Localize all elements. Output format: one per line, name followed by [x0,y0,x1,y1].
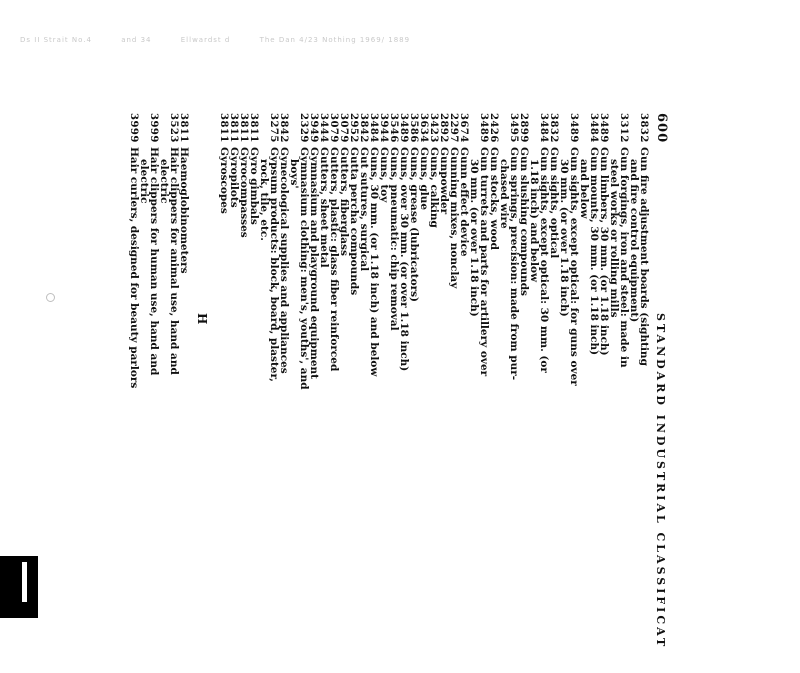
entry-text: Gun forgings, iron and steel: made in [618,147,630,368]
entry-text: and below [578,159,590,219]
scan-header-text: and 34 [121,36,152,44]
sic-code: 3674 [458,113,469,143]
entry-text: Gyropilots [228,147,240,208]
entry-text: Gun sights, except optical: for guns over [568,147,580,386]
sic-code: 2892 [438,113,449,143]
entry-text: Guns, over 30 mm. (or over 1.18 inch) [398,147,410,372]
sic-code: 3949 [308,113,319,143]
scan-edge-gap [22,562,27,602]
sic-code: 3944 [378,113,389,143]
page-number: 600 [654,113,669,144]
entry-text: Gun stocks, wood [488,147,500,250]
entry-text: Gutters, fiberglass [338,147,350,256]
sic-code: 3484 [368,113,379,143]
entry-text: Hair curlers, designed for beauty parlors [128,147,140,389]
entry-text: Gun mounts, 30 mm. (or 1.18 inch) [588,147,600,356]
scan-header [20,36,540,48]
sic-code: 3495 [508,113,519,143]
entry-text: Gutters, plastic: glass fiber reinforced [328,147,340,372]
sic-code: 3999 [148,113,159,143]
entry-text: Gynecological supplies and appliances [278,147,290,374]
entry-text: Gun sights, optical [548,147,560,259]
sic-code: 2899 [518,113,529,143]
entry-text: Guns, pneumatic: chip removal [388,147,400,331]
punch-hole-mark [46,293,55,302]
sic-code: 3523 [168,113,179,143]
sic-code: 3842 [358,113,369,143]
sic-code: 2297 [448,113,459,143]
running-title: STANDARD INDUSTRIAL CLASSIFICAT [654,313,667,650]
sic-code: 3811 [228,113,239,143]
entry-text: electric [158,159,170,204]
entry-text: Gun fire adjustment boards (sighting [638,147,650,366]
entry-text: steel works or rolling mills [608,159,620,318]
entry-text: Gunning mixes, nonclay [448,147,460,289]
sic-code: 3489 [598,113,609,143]
entry-text: chased wire [498,159,510,229]
entry-text: and fire control equipment) [628,159,640,323]
entry-text: Gut sutures, surgical [358,147,370,272]
entry-text: Guns, grease (lubricators) [408,147,420,302]
entry-text: boys' [288,159,300,189]
entry-text: Guns, toy [378,147,390,203]
sic-code: 3484 [588,113,599,143]
entry-text: Gyro gimbals [248,147,260,225]
scan-header-text: The Dan 4/23 Nothing 1969/ 1889 [259,36,411,44]
sic-code: 3079 [328,113,339,143]
sic-code: 3444 [318,113,329,143]
sic-code: 3811 [238,113,249,143]
entry-text: Guns, 30 mm. (or 1.18 inch) and below [368,147,380,377]
entry-text: Gun slushing compounds [518,147,530,296]
entry-text: Gymnasium clothing: men's, youths', and [298,147,310,390]
sic-code: 3842 [278,113,289,143]
sic-code: 3489 [398,113,409,143]
left-index-entry [128,113,139,453]
entry-text: Gun limbers, 30 mm. (or 1.18 inch) [598,147,610,356]
entry-text: Haemoglobinometers [178,147,190,274]
left-index-entry [218,113,229,453]
sic-code: 2329 [298,113,309,143]
scan-header-text: Ellwardst d [180,36,231,44]
sic-code: 3811 [178,113,189,143]
sic-code: 3811 [248,113,259,143]
entry-text: Gyrocompasses [238,147,250,238]
entry-text: rock, tile, etc. [258,159,270,241]
entry-text: Hair clippers for animal use, hand and [168,147,180,375]
entry-text: Gunpowder [438,147,450,215]
entry-text: Guns, calking [428,147,440,228]
sic-code: 3079 [338,113,349,143]
entry-text: 30 mm. (or over 1.18 inch) [558,159,570,317]
sic-code: 3999 [128,113,139,143]
entry-text: Gunn effect device [458,147,470,257]
entry-text: Gyroscopes [218,147,230,214]
document-page [127,113,669,673]
entry-text: Gymnasium and playground equipment [308,147,320,379]
section-letter: H [195,313,209,325]
entry-text: Gutters, sheet metal [318,147,330,268]
sic-code: 3546 [388,113,399,143]
entry-text: Gutta percha compounds [348,147,360,296]
sic-code: 3811 [218,113,229,143]
sic-code: 3832 [548,113,559,143]
sic-code: 3275 [268,113,279,143]
entry-text: 1.18 inch) and below [528,159,540,282]
entry-text: 30 mm. (or over 1.18 inch) [468,159,480,317]
sic-code: 3312 [618,113,629,143]
entry-text: Gun turrets and parts for artillery over [478,147,490,377]
entry-text: Guns, glue [418,147,430,211]
entry-text: Gun sights, except optical: 30 mm. (or [538,147,550,373]
entry-text: Gun springs, precision: made from pur- [508,147,520,381]
sic-code: 3586 [408,113,419,143]
sic-code: 3489 [568,113,579,143]
sic-code: 3423 [428,113,439,143]
sic-code: 3634 [418,113,429,143]
sic-code: 3832 [638,113,649,143]
sic-code: 2952 [348,113,359,143]
sic-code: 3489 [478,113,489,143]
sic-code: 3484 [538,113,549,143]
entry-text: Hair clippers for human use, hand and [148,147,160,376]
entry-text: Gypsum products: block, board, plaster, [268,147,280,382]
entry-text: electric [138,159,150,204]
scan-header-text: Ds II Strait No.4 [20,36,92,44]
sic-code: 2426 [488,113,499,143]
scan-edge-bar [0,556,38,618]
